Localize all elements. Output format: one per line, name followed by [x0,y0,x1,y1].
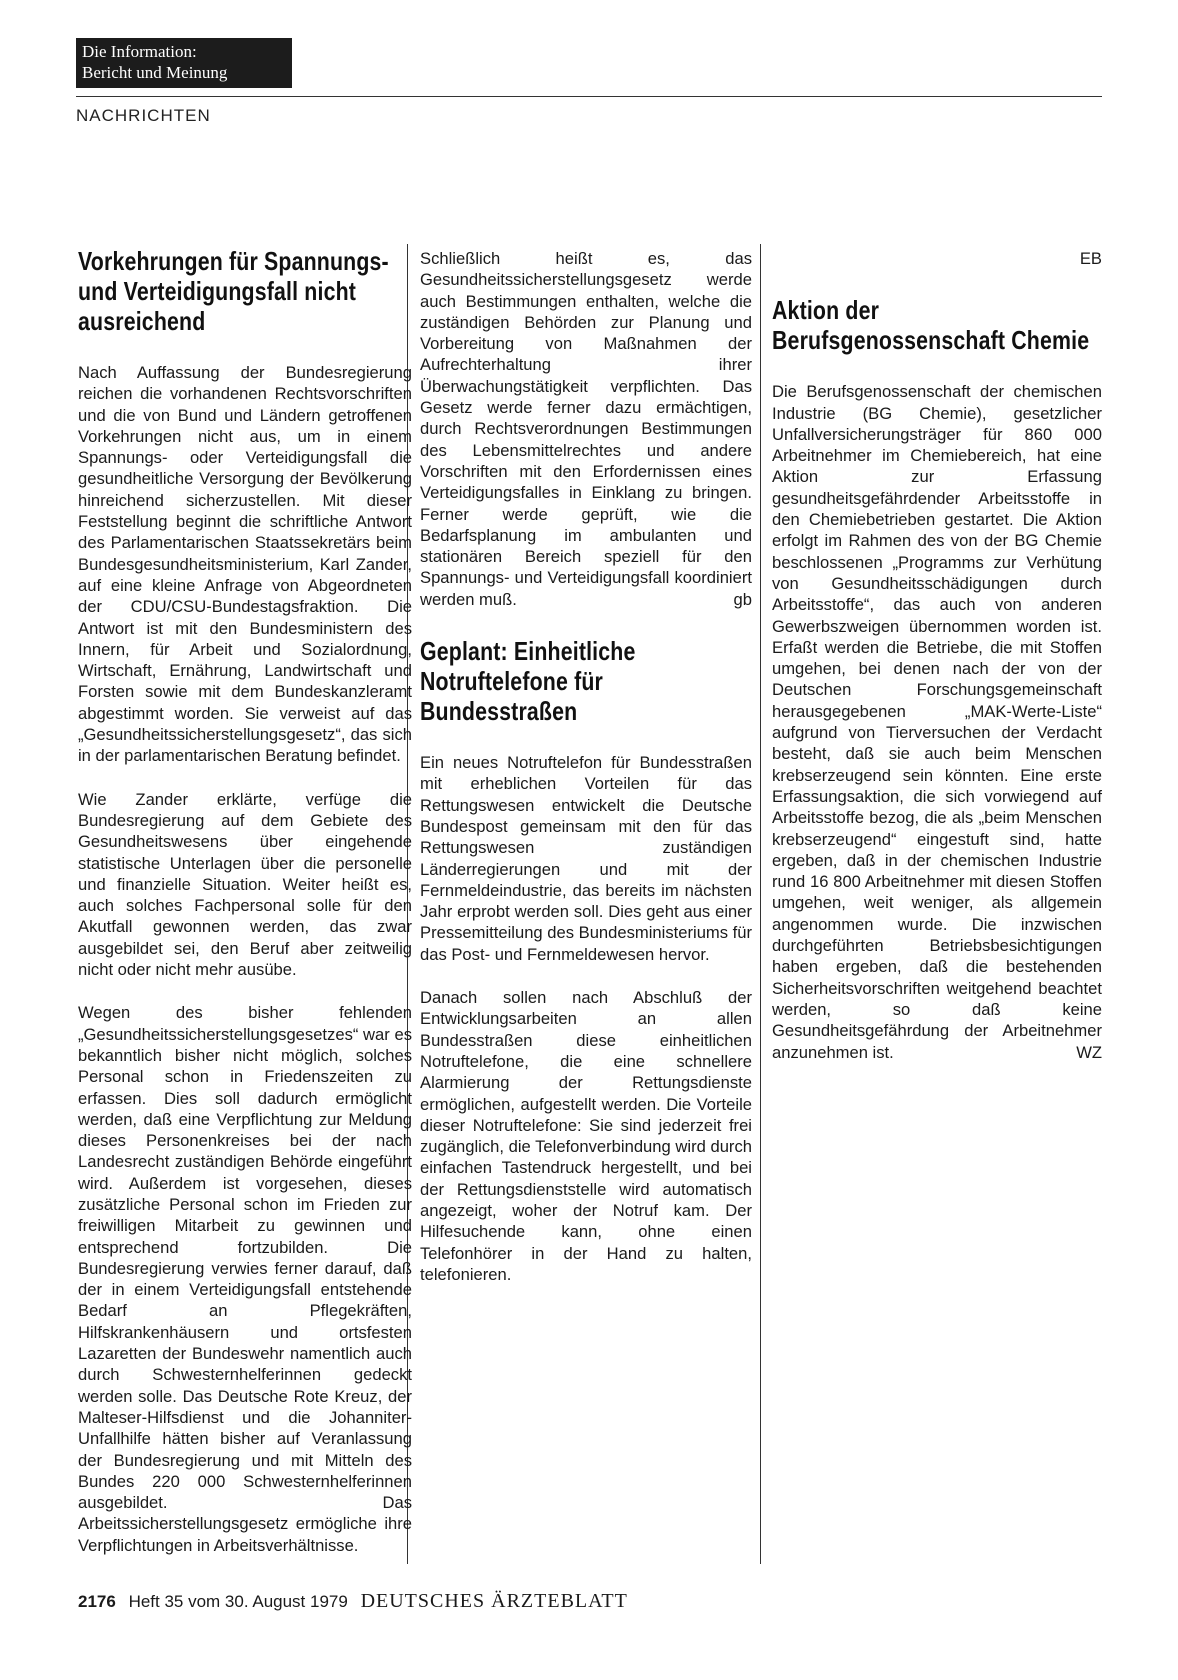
column-1 [78,246,412,1556]
masthead-line-2: Bericht und Meinung [82,63,228,82]
article-1-headline: Vorkehrungen für Spannungs- und Verteidigungsfall nicht ausreichend [78,246,389,336]
journal-name: DEUTSCHES ÄRZTEBLATT [360,1590,628,1612]
masthead [76,38,292,88]
article-1-paragraph-4 [420,248,752,610]
column-3 [772,248,1102,1063]
article-3-signature: WZ [1076,1042,1102,1062]
article-2-headline: Geplant: Einheitliche Notruftelefone für Bundesstraßen [420,636,636,727]
section-label: NACHRICHTEN [76,106,211,125]
column-2 [420,248,752,1285]
article-3-paragraph-1-text: Die Berufsgenossenschaft der chemischen Industrie (BG Chemie), gesetzlicher Unfallversicherungsträger für 860 000 Arbeitnehmer im Chemiebereich, hat eine Aktion zur Erfassung gesundheitsgefährdender Arbeitsstoffe in den Chemiebetrieben gestartet. Die Aktion erfolgt im Rahmen des von der BG Chemie beschlossenen „Programms zur Verhütung von Gesundheitsschädigungen durch Arbeitsstoffe“, das auch von anderen Gewerbszweigen übernommen worden ist. Erfaßt werden die Betriebe, die mit Stoffen umgehen, bei denen nach der von der Deutschen Forschungsgemeinschaft herausgegebenen „MAK-Werte-Liste“ aufgrund von Tierversuchen der Verdacht besteht, daß sie auch beim Menschen krebserzeugend sein könnten. Eine erste Erfassungsaktion, die sich vorwiegend auf Arbeitsstoffe bezog, die als „beim Menschen krebserzeugend“ eingestuft sind, hatte ergeben, daß in der chemischen Industrie rund 16 800 Arbeitnehmer mit diesen Stoffen umgehen, weit weniger, als allgemein angenommen wurde. Die inzwischen durchgeführten Betriebsbesichtigungen haben ergeben, daß die bestehenden Sicherheitsvorschriften weitgehend beachtet werden, so daß keine Gesundheitsgefährdung der Arbeitnehmer anzunehmen ist. [772,382,1102,1062]
article-1-signature: gb [733,589,752,609]
page-number: 2176 [78,1592,116,1611]
article-1-paragraph-4-text: Schließlich heißt es, das Gesundheitssicherstellungsgesetz werde auch Bestimmungen enthalten, welche die zuständigen Behörden zur Planung und Vorbereitung von Maßnahmen der Aufrechterhaltung ihrer Überwachungstätigkeit verpflichten. Das Gesetz werde ferner dazu ermächtigen, durch Rechtsverordnungen Bestimmungen des Lebensmittelrechtes und andere Vorschriften mit den Erfordernissen eines Verteidigungsfalles in Einklang zu bringen. Ferner werde geprüft, wie die Bedarfsplanung im ambulanten und stationären Bereich speziell für den Spannungs- und Verteidigungsfall koordiniert werden muß. [420,249,752,609]
issue-info: Heft 35 vom 30. August 1979 [128,1592,348,1611]
article-3-headline: Aktion der Berufsgenossenschaft Chemie [772,295,1090,356]
column-rule-2 [760,244,761,1564]
page-footer [78,1590,628,1613]
article-2-paragraph-1: Ein neues Notruftelefon für Bundesstraßen mit erheblichen Vorteilen für das Rettungswesen entwickelt die Deutsche Bundespost gemeinsam mit den für das Rettungswesen zuständigen Länderregierungen und mit der Fernmeldeindustrie, das bereits im nächsten Jahr erprobt werden soll. Dies geht aus einer Pressemitteilung des Bundesministeriums für das Post- und Fernmeldewesen hervor. [420,753,753,964]
article-3-paragraph-1 [772,381,1102,1063]
article-1-paragraph-3: Wegen des bisher fehlenden „Gesundheitssicherstellungsgesetzes“ war es bekanntlich bisher nicht möglich, solches Personal schon in Friedenszeiten zu erfassen. Dies soll dadurch ermöglicht werden, daß eine Verpflichtung zur Meldung dieses Personenkreises bei der nach Landesrecht zuständigen Behörde eingeführt wird. Außerdem ist vorgesehen, dieses zusätzliche Personal schon im Frieden zur freiwilligen Mitarbeit zu gewinnen und entsprechend fortzubilden. Die Bundesregierung verwies ferner darauf, daß der in einem Verteidigungsfall entstehende Bedarf an Pflegekräften, Hilfskrankenhäusern und ortsfesten Lazaretten der Bundeswehr namentlich auch durch Schwesternhelferinnen gedeckt werden solle. Das Deutsche Rote Kreuz, der Malteser-Hilfsdienst und die Johanniter-Unfallhilfe hätten bisher auf Veranlassung der Bundesregierung und mit Mitteln des Bundes 220 000 Schwesternhelferinnen ausgebildet. Das Arbeitssicherstellungsgesetz ermögliche ihre Verpflichtungen in Arbeitsverhältnisse. [78,1003,412,1555]
article-2-paragraph-2: Danach sollen nach Abschluß der Entwicklungsarbeiten an allen Bundesstraßen diese einheitlichen Notruftelefone, die eine schnellere Alarmierung der Rettungsdienste ermöglichen, aufgestellt werden. Die Vorteile dieser Notruftelefone: Sie sind jederzeit frei zugänglich, die Telefonverbindung wird durch einfachen Tastendruck hergestellt, und bei der Rettungsdienststelle wird automatisch angezeigt, woher der Notruf kam. Der Hilfesuchende kann, ohne einen Telefonhörer in der Hand zu halten, telefonieren. [420,988,752,1284]
article-2-signature: EB [1079,249,1102,268]
article-1-paragraph-2: Wie Zander erklärte, verfüge die Bundesregierung auf dem Gebiete des Gesundheitswesens über eingehende statistische Unterlagen über die personelle und finanzielle Situation. Weiter heißt es, auch solches Fachpersonal solle für den Akutfall gewonnen werden, das zwar ausgebildet sei, den Beruf aber zeitweilig nicht oder nicht mehr ausübe. [78,789,412,980]
article-1-paragraph-1: Nach Auffassung der Bundesregierung reichen die vorhandenen Rechtsvorschriften und die von Bund und Ländern getroffenen Vorkehrungen nicht aus, um in einem Spannungs- oder Verteidigungsfall die gesundheitliche Versorgung der Bevölkerung hinreichend sicherzustellen. Mit dieser Feststellung beginnt die schriftliche Antwort des Parlamentarischen Staatssekretärs beim Bundesgesundheitsministerium, Karl Zander, auf eine kleine Anfrage von Abgeordneten der CDU/CSU-Bundestagsfraktion. Die Antwort ist mit den Bundesministern des Innern, für Arbeit und Sozialordnung, Wirtschaft, Ernährung, Landwirtschaft und Forsten sowie mit dem Bundeskanzleramt abgestimmt worden. Sie verweist auf das „Gesundheitssicherstellungsgesetz“, das sich in der parlamentarischen Beratung befindet. [78,363,412,766]
header-rule [76,96,1102,97]
masthead-line-1: Die Information: [82,42,197,61]
